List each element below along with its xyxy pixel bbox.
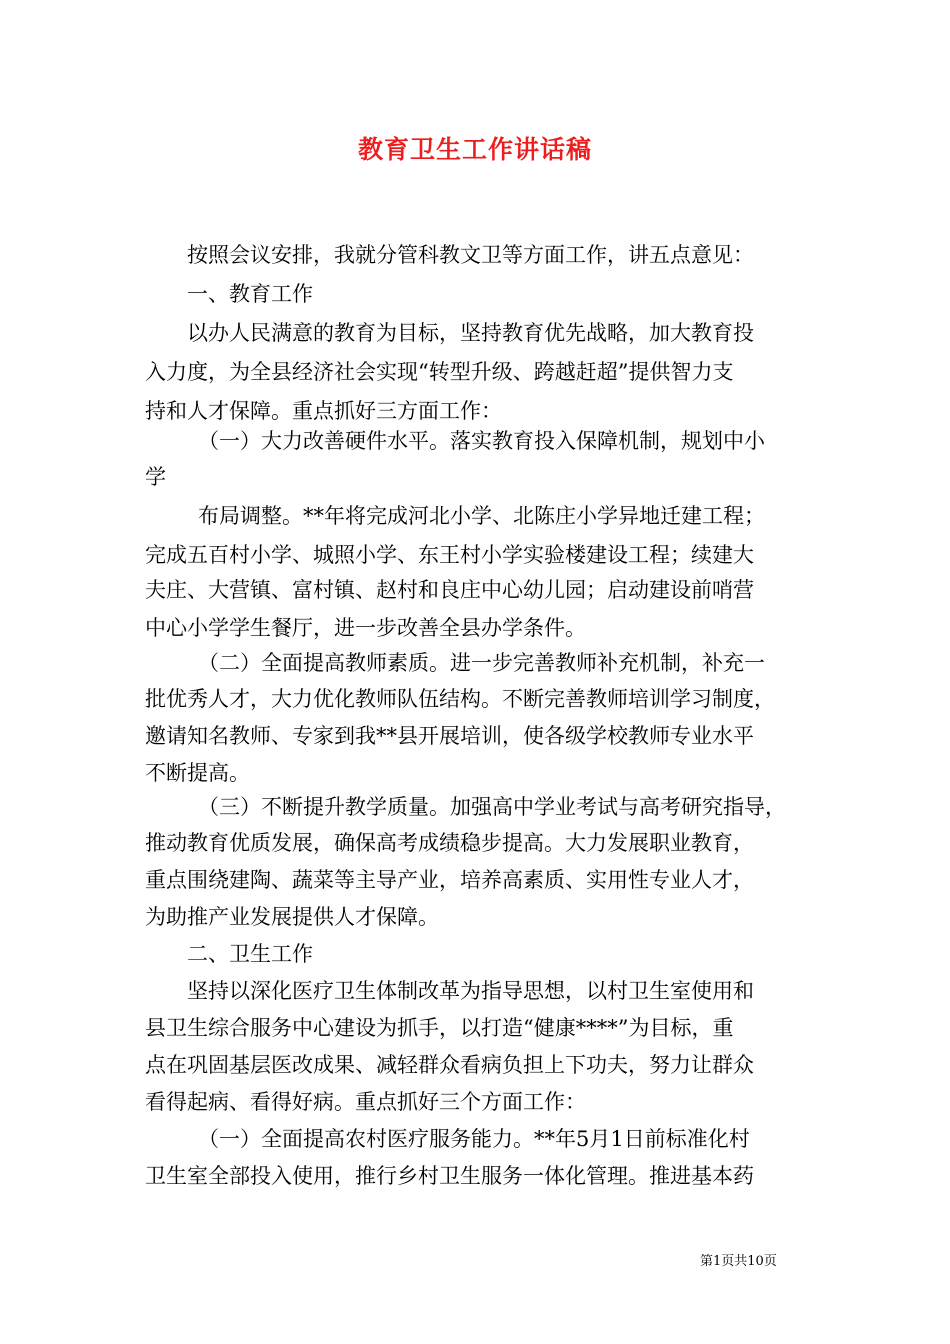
subsection-heading: （二）全面提高教师素质。进一步完善教师补充机制，补充一 bbox=[198, 651, 765, 675]
body-line: 持和人才保障。重点抓好三方面工作： bbox=[145, 399, 502, 423]
section-heading: 一、教育工作 bbox=[187, 282, 313, 306]
body-line: 以办人民满意的教育为目标，坚持教育优先战略，加大教育投 bbox=[187, 321, 754, 345]
body-line: 入力度，为全县经济社会实现“转型升级、跨越赶超”提供智力支 bbox=[145, 360, 734, 384]
document-title: 教育卫生工作讲话稿 bbox=[357, 135, 592, 164]
body-line: 完成五百村小学、城照小学、东王村小学实验楼建设工程；续建大 bbox=[145, 543, 754, 567]
body-line: 坚持以深化医疗卫生体制改革为指导思想，以村卫生室使用和 bbox=[187, 979, 754, 1003]
body-line: 布局调整。**年将完成河北小学、北陈庄小学异地迁建工程； bbox=[198, 504, 765, 528]
subsection-heading: （一）大力改善硬件水平。落实教育投入保障机制，规划中小 bbox=[198, 429, 765, 453]
subsection-heading: （一）全面提高农村医疗服务能力。**年5月1日前标准化村 bbox=[198, 1127, 750, 1151]
section-heading: 二、卫生工作 bbox=[187, 942, 313, 966]
body-line: 看得起病、看得好病。重点抓好三个方面工作： bbox=[145, 1090, 586, 1114]
body-line: 不断提高。 bbox=[145, 761, 250, 785]
body-line: 卫生室全部投入使用，推行乡村卫生服务一体化管理。推进基本药 bbox=[145, 1164, 754, 1188]
body-line: 邀请知名教师、专家到我**县开展培训，使各级学校教师专业水平 bbox=[145, 724, 754, 748]
body-line: 学 bbox=[145, 465, 166, 489]
body-line: 为助推产业发展提供人才保障。 bbox=[145, 905, 439, 929]
body-line: 县卫生综合服务中心建设为抓手，以打造“健康****”为目标，重 bbox=[145, 1016, 734, 1040]
body-line: 按照会议安排，我就分管科教文卫等方面工作，讲五点意见： bbox=[187, 243, 754, 267]
body-line: 中心小学学生餐厅，进一步改善全县办学条件。 bbox=[145, 616, 586, 640]
page-number: 第1页共10页 bbox=[700, 1254, 777, 1269]
body-line: 批优秀人才，大力优化教师队伍结构。不断完善教师培训学习制度， bbox=[145, 687, 775, 711]
body-line: 夫庄、大营镇、富村镇、赵村和良庄中心幼儿园；启动建设前哨营 bbox=[145, 578, 754, 602]
body-line: 点在巩固基层医改成果、减轻群众看病负担上下功夫，努力让群众 bbox=[145, 1053, 754, 1077]
body-line: 推动教育优质发展，确保高考成绩稳步提高。大力发展职业教育， bbox=[145, 831, 754, 855]
subsection-heading: （三）不断提升教学质量。加强高中学业考试与高考研究指导， bbox=[198, 795, 786, 819]
body-line: 重点围绕建陶、蔬菜等主导产业，培养高素质、实用性专业人才， bbox=[145, 868, 754, 892]
